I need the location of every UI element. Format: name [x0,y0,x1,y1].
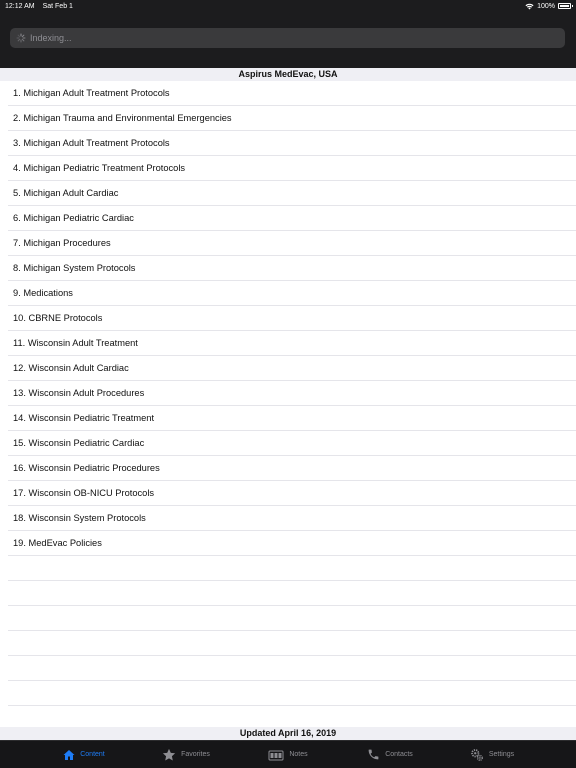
tab-label: Favorites [181,751,210,758]
tab-label: Settings [488,751,515,758]
empty-row [8,556,576,581]
status-right [525,3,571,10]
list-item[interactable]: 16. Wisconsin Pediatric Procedures [8,456,576,481]
list-item[interactable]: 2. Michigan Trauma and Environmental Emergencies [8,106,576,131]
battery-percent: 100% [537,2,555,10]
list-item[interactable]: 17. Wisconsin OB-NICU Protocols [8,481,576,506]
status-date: Sat Feb 1 [42,2,73,10]
list-item[interactable]: 9. Medications [8,281,576,306]
battery-icon [558,3,571,9]
search-bar[interactable] [10,28,565,48]
list-item[interactable]: 12. Wisconsin Adult Cardiac [8,356,576,381]
tab-label: Contacts [385,751,413,758]
empty-row [8,581,576,606]
wifi-icon [525,3,534,10]
protocol-list [0,81,576,727]
tab-contacts[interactable] [339,741,441,768]
updated-footer: Updated April 16, 2019 [0,727,576,740]
tab-bar [0,740,576,768]
tab-favorites[interactable] [135,741,237,768]
list-item[interactable]: 18. Wisconsin System Protocols [8,506,576,531]
activity-spinner-icon [16,33,26,43]
search-input[interactable] [30,33,530,43]
section-header: Aspirus MedEvac, USA [0,68,576,81]
tab-label: Content [80,751,105,758]
star-icon [162,748,176,762]
list-item[interactable]: 19. MedEvac Policies [8,531,576,556]
phone-icon [367,748,380,761]
list-item[interactable]: 8. Michigan System Protocols [8,256,576,281]
list-item[interactable]: 14. Wisconsin Pediatric Treatment [8,406,576,431]
list-item[interactable]: 4. Michigan Pediatric Treatment Protocols [8,156,576,181]
list-item[interactable]: 3. Michigan Adult Treatment Protocols [8,131,576,156]
gear-icon [470,748,484,762]
list-item[interactable]: 7. Michigan Procedures [8,231,576,256]
empty-row [8,656,576,681]
list-item[interactable]: 10. CBRNE Protocols [8,306,576,331]
tab-settings[interactable] [441,741,543,768]
status-time: 12:12 AM [5,2,35,10]
notes-icon [268,749,284,761]
tab-label: Notes [289,751,308,758]
home-icon [63,749,75,761]
empty-row [8,606,576,631]
list-item[interactable]: 15. Wisconsin Pediatric Cardiac [8,431,576,456]
tab-content[interactable] [33,741,135,768]
list-item[interactable]: 1. Michigan Adult Treatment Protocols [8,81,576,106]
list-item[interactable]: 11. Wisconsin Adult Treatment [8,331,576,356]
status-bar [0,0,576,12]
list-item[interactable]: 6. Michigan Pediatric Cardiac [8,206,576,231]
tab-notes[interactable] [237,741,339,768]
empty-row [8,631,576,656]
list-item[interactable]: 5. Michigan Adult Cardiac [8,181,576,206]
empty-row [8,681,576,706]
list-item[interactable]: 13. Wisconsin Adult Procedures [8,381,576,406]
